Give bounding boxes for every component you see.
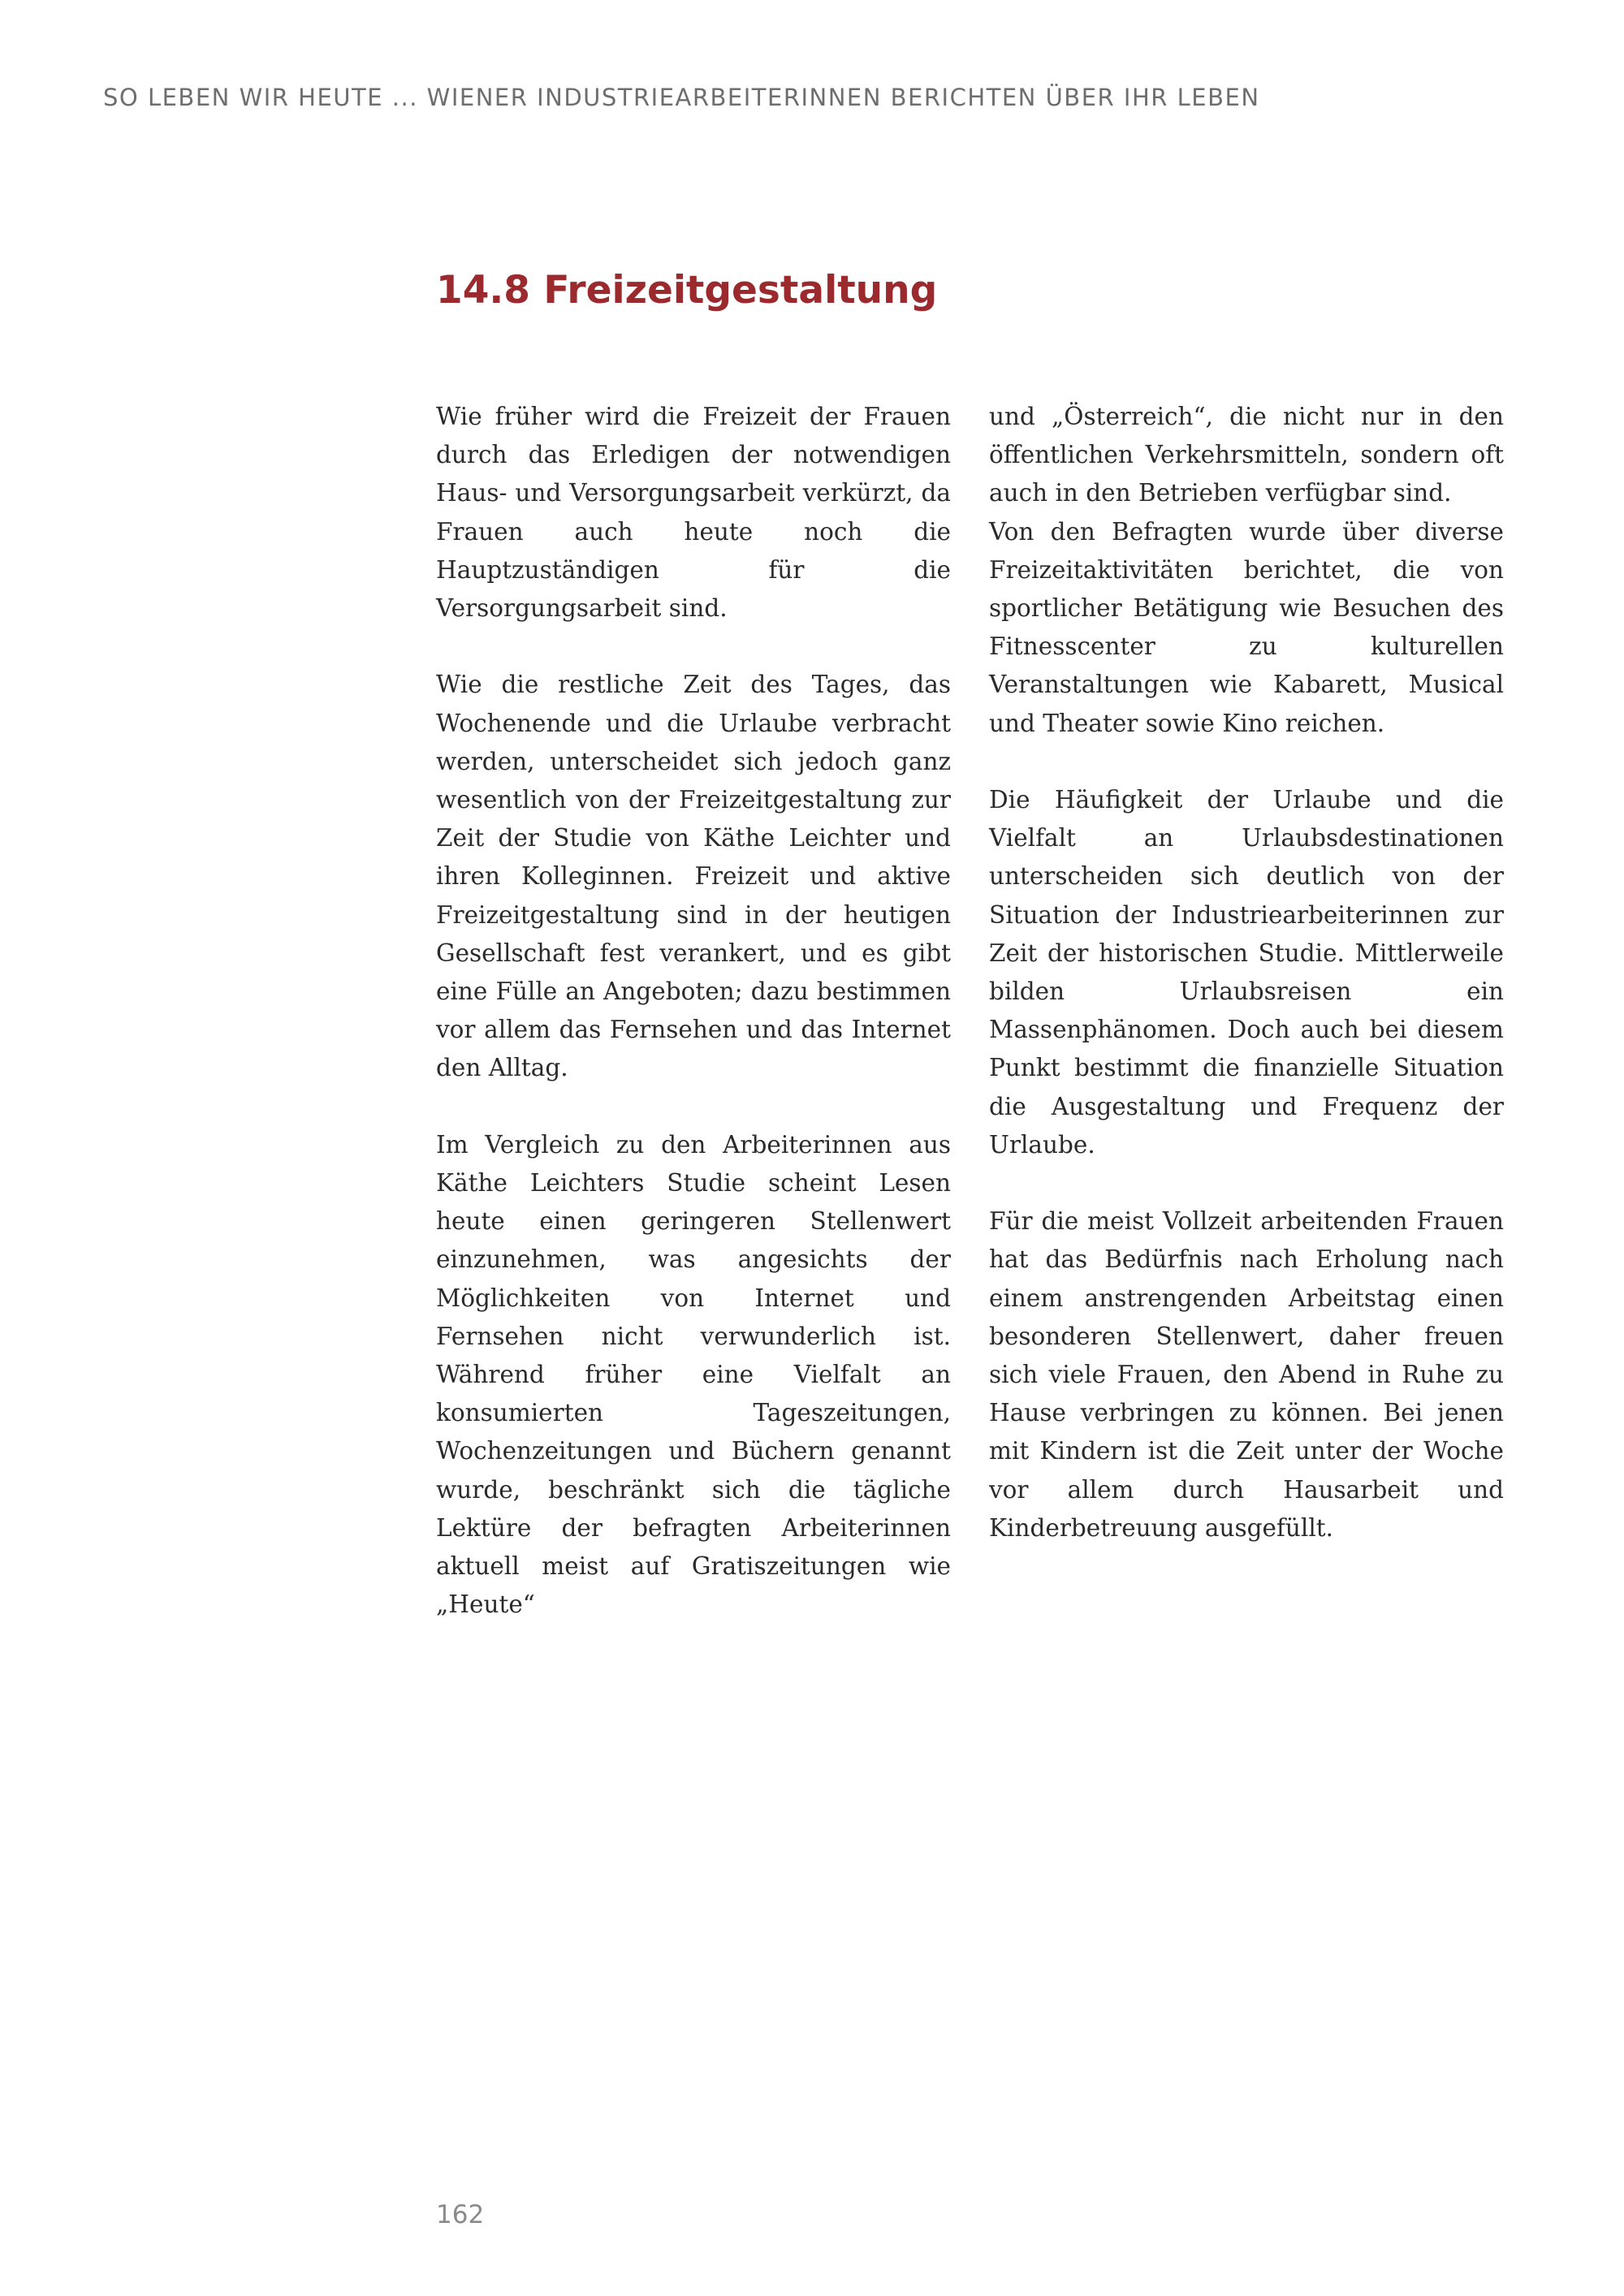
body-paragraph: Die Häufigkeit der Urlaube und die Vielfalt an Urlaubsdestinationen unterscheiden sich deutlich von der Situation der Industriearbeiterinnen zur Zeit der historischen Studie. Mittlerweile bilden Urlaubsreisen ein Massenphänomen. Doch auch bei diesem Punkt bestimmt die finanzielle Situation die Ausgestaltung und Frequenz der Urlaube. (989, 786, 1504, 1159)
text-column-right (989, 398, 1504, 1586)
running-header: SO LEBEN WIR HEUTE ... WIENER INDUSTRIEARBEITERINNEN BERICHTEN ÜBER IHR LEBEN (103, 84, 1260, 111)
text-column-left (436, 398, 951, 1663)
page-number: 162 (436, 2200, 485, 2229)
body-paragraph: und „Österreich“, die nicht nur in den öffentlichen Verkehrsmitteln, sondern oft auch in den Betrieben verfügbar sind. (989, 403, 1504, 507)
body-paragraph: Wie die restliche Zeit des Tages, das Wochenende und die Urlaube verbracht werden, unterscheidet sich jedoch ganz wesentlich von der Freizeitgestaltung zur Zeit der Studie von Käthe Leichter und ihren Kolleginnen. Freizeit und aktive Freizeitgestaltung sind in der heutigen Gesellschaft fest verankert, und es gibt eine Fülle an Angeboten; dazu bestimmen vor allem das Fernsehen und das Internet den Alltag. (436, 671, 951, 1082)
body-paragraph: Von den Befragten wurde über diverse Freizeitaktivitäten berichtet, die von sportlicher Betätigung wie Besuchen des Fitnesscenter zu kulturellen Veranstaltungen wie Kabarett, Musical und Theater sowie Kino reichen. (989, 517, 1504, 737)
section-title: 14.8 Freizeitgestaltung (436, 268, 938, 313)
body-paragraph: Für die meist Vollzeit arbeitenden Frauen hat das Bedürfnis nach Erholung nach einem anstrengenden Arbeitstag einen besonderen Stellenwert, daher freuen sich viele Frauen, den Abend in Ruhe zu Hause verbringen zu können. Bei jenen mit Kindern ist die Zeit unter der Woche vor allem durch Hausarbeit und Kinderbetreuung ausgefüllt. (989, 1207, 1504, 1542)
body-paragraph: Im Vergleich zu den Arbeiterinnen aus Käthe Leichters Studie scheint Lesen heute einen geringeren Stellenwert einzunehmen, was angesichts der Möglichkeiten von Internet und Fernsehen nicht verwunderlich ist. Während früher eine Vielfalt an konsumierten Tageszeitungen, Wochenzeitungen und Büchern genannt wurde, beschränkt sich die tägliche Lektüre der befragten Arbeiterinnen aktuell meist auf Gratiszeitungen wie „Heute“ (436, 1130, 951, 1619)
body-paragraph: Wie früher wird die Freizeit der Frauen durch das Erledigen der notwendigen Haus- und Versorgungsarbeit verkürzt, da Frauen auch heute noch die Hauptzuständigen für die Versorgungsarbeit sind. (436, 403, 951, 623)
